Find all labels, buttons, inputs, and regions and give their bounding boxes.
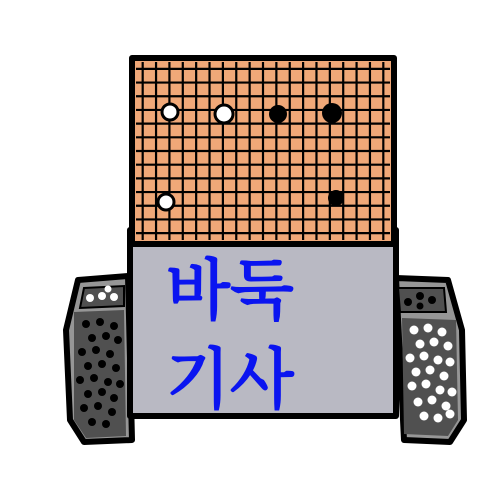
white-stone [98,292,106,300]
black-stone [82,320,90,328]
white-stone [424,324,433,333]
white-stone [436,386,445,395]
black-stone [114,336,122,344]
white-stone [162,104,178,120]
black-stone [110,322,118,330]
black-stone [96,318,104,326]
black-stone [104,378,112,386]
white-stone [110,293,118,301]
white-stone [438,328,447,337]
white-stone [442,402,451,411]
black-stone [80,404,88,412]
white-stone [412,368,421,377]
black-stone [108,408,116,416]
black-stone [78,348,86,356]
black-stone [417,303,424,310]
white-stone [416,340,425,349]
white-stone [420,412,429,421]
black-stone [102,332,110,340]
go-board [132,58,394,244]
black-stone [110,394,118,402]
white-stone [105,286,112,293]
black-stone [102,420,110,428]
black-stone [92,346,100,354]
black-stone [76,376,84,384]
black-stone [98,360,106,368]
black-stone [84,362,92,370]
black-stone [98,388,106,396]
white-stone [215,105,233,123]
white-stone [422,380,431,389]
title-line-1: 바둑 [166,252,294,329]
white-stone [426,366,435,375]
white-stone [430,338,439,347]
black-stone [269,105,287,123]
black-stone [88,418,96,426]
white-stone [414,398,423,407]
white-stone [446,358,455,367]
black-stone [94,402,102,410]
white-stone [434,356,443,365]
black-stone [328,190,344,206]
black-stone [416,292,424,300]
black-stone [322,103,342,123]
left-bowl-inner [74,310,126,438]
black-stone [106,350,114,358]
white-stone [406,354,415,363]
white-stone [440,372,449,381]
white-stone [444,342,453,351]
white-stone [158,194,174,210]
title-line-2: 기사 [166,341,294,418]
black-stone [116,380,124,388]
white-stone [408,382,417,391]
black-stone [84,390,92,398]
left-bowl-arm [66,276,132,442]
black-stone [404,298,412,306]
white-stone [410,326,419,335]
black-stone [88,334,96,342]
white-stone [448,388,457,397]
white-stone [420,352,429,361]
white-stone [428,396,437,405]
black-stone [90,374,98,382]
black-stone [112,364,120,372]
white-stone [446,410,455,419]
black-stone [428,296,436,304]
white-stone [86,294,94,302]
white-stone [434,414,443,423]
